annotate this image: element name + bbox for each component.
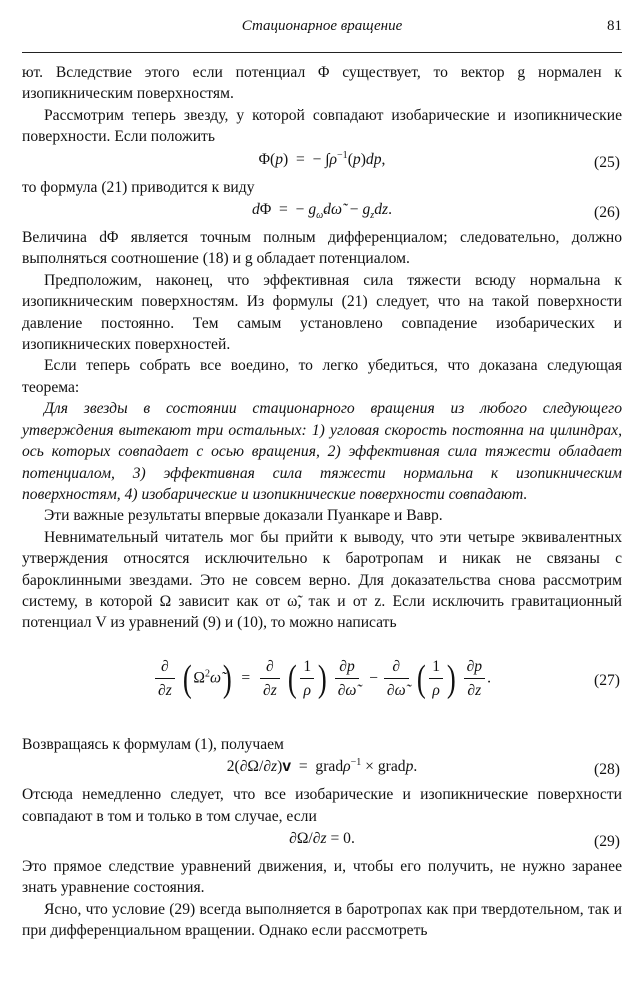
paragraph-1: ют. Вследствие этого если потенциал Φ существует, то вектор g нормален к изопикническим поверхностям. — [22, 64, 622, 103]
equation-26-expr: dΦ = − $g_{\omegã}d\omegã - g_zdz$. — [252, 201, 392, 222]
theorem-statement: Для звезды в состоянии стационарного вращения из любого следующего утверждения вытекают три остальных: 1) угловая скорость постоянна на цилиндрах, ось которых совпадает с осью вращения, 2) эффективная сила тяжести обладает потенциалом, 3) эффективная сила тяжести нормальна к изопикническим поверхностям, 4) изобарические и изопикнические поверхности совпадают. — [22, 400, 622, 503]
equation-29-number: (29) — [594, 832, 620, 850]
page-header — [22, 16, 622, 42]
equation-27-number: (27) — [594, 671, 620, 689]
equation-25-number: (25) — [594, 153, 620, 171]
equation-28-expr: 2(∂Ω/∂z)v = gradρ$^{-1}$ × gradp. — [226, 756, 418, 776]
paragraph-6: Если теперь собрать все воедино, то легко убедиться, что доказана следующая теорема: — [22, 357, 622, 396]
paragraph-8: Эти важные результаты впервые доказали Пуанкаре и Вавр. — [44, 507, 443, 525]
equation-29-expr: ∂Ω/∂z = 0. — [289, 829, 355, 847]
equation-29 — [22, 828, 622, 854]
equation-25-expr: Φ(p) = − $\int\rho^{-1}(p)dp$, — [258, 149, 386, 168]
paragraph-13: Ясно, что условие (29) всегда выполняется в баротропах как при твердотельном, так и при дифференциальном вращении. Однако если рассмотреть — [22, 900, 622, 940]
paragraph-10: Возвращаясь к формулам (1), получаем — [22, 735, 284, 753]
paragraph-4: Величина dΦ является точным полным дифференциалом; следовательно, должно выполняться соотношение (18) и g обладает потенциалом. — [22, 229, 622, 268]
paragraph-12: Это прямое следствие уравнений движения, и, чтобы его получить, не нужно заранее знать уравнение состояния. — [22, 857, 622, 897]
page-body — [22, 62, 622, 942]
page-number: 81 — [607, 18, 622, 34]
paragraph-3: то формула (21) приводится к виду — [22, 178, 255, 196]
equation-28-number: (28) — [594, 761, 620, 779]
paragraph-2: Рассмотрим теперь звезду, у которой совпадают изобарические и изопикнические поверхности. Если положить — [22, 106, 622, 146]
equation-26 — [22, 199, 622, 225]
paragraph-11: Отсюда немедленно следует, что все изобарические и изопикнические поверхности совпадают в том и только в том случае, если — [22, 786, 622, 825]
equation-27-expr: $\frac{\partial}{\partial z}$ ( $\Omega^2\omegã$) = $\frac{\partial}{\partial z}$ ( $\frac{1}{\rho}$ ) $\frac{\partial p}{\partial\omegã}$ − $\frac{\partial}{\partial\omegã}$ ( $\frac{1}{\rho}$ ) $\frac{\partial p}{\partial z}$ . — [22, 656, 622, 702]
equation-26-number: (26) — [594, 204, 620, 222]
equation-28 — [22, 756, 622, 782]
equation-25 — [22, 149, 622, 175]
paragraph-5: Предположим, наконец, что эффективная сила тяжести всюду нормальна к изопикническим поверхностям. Из формулы (21) следует, что на такой поверхности давление постоянно. Тем самым установлено совпадение изобарических и изопикнических поверхностей. — [22, 271, 622, 354]
equation-27 — [22, 648, 622, 718]
header-rule — [22, 52, 622, 53]
running-title: Стационарное вращение — [241, 18, 403, 34]
paragraph-9: Невнимательный читатель мог бы прийти к выводу, что эти четыре эквивалентных утверждения относятся исключительно к баротропам и никак не связаны с бароклинными звездами. Это не совсем верно. Для доказательства снова рассмотрим систему, в которой Ω зависит как от ω̃, так и от z. Если исключить гравитационный потенциал V из уравнений (9) и (10), то можно написать — [22, 528, 622, 632]
